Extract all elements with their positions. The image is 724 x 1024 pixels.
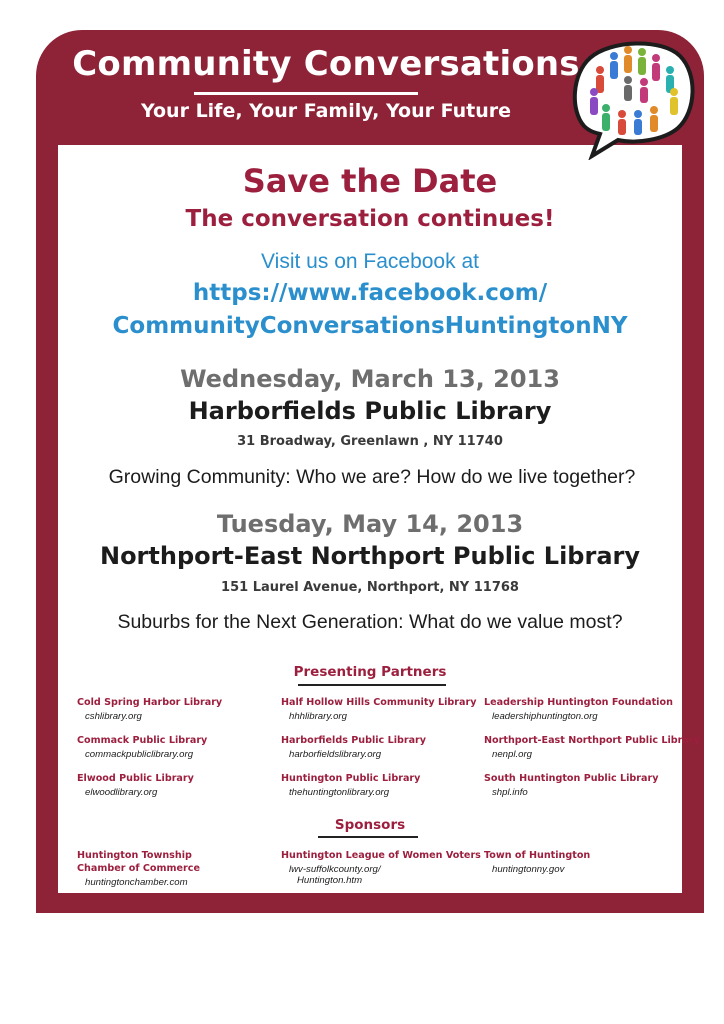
sponsor-name: Chamber of Commerce xyxy=(77,863,200,874)
sponsor-name: Huntington Township xyxy=(77,850,192,861)
event-2-date: Tuesday, May 14, 2013 xyxy=(216,510,524,538)
partner-url[interactable]: leadershiphuntington.org xyxy=(492,711,598,722)
partner-url[interactable]: harborfieldslibrary.org xyxy=(289,749,382,760)
partner-name: Half Hollow Hills Community Library xyxy=(281,697,477,708)
partners-heading-rule xyxy=(298,684,446,686)
partner-name: South Huntington Public Library xyxy=(484,773,659,784)
event-1-topic: Growing Community: Who we are? How do we live together? xyxy=(108,466,636,488)
partner-url[interactable]: thehuntingtonlibrary.org xyxy=(289,787,390,798)
sponsor-url[interactable]: Huntington.htm xyxy=(297,875,363,886)
people-speech-bubble-icon xyxy=(570,30,696,160)
event-2-address: 151 Laurel Avenue, Northport, NY 11768 xyxy=(221,580,519,595)
partner-url[interactable]: nenpl.org xyxy=(492,749,533,760)
partner-name: Cold Spring Harbor Library xyxy=(77,697,223,708)
event-1-venue: Harborfields Public Library xyxy=(188,397,552,425)
partner-url[interactable]: cshlibrary.org xyxy=(85,711,142,722)
save-the-date-heading: Save the Date xyxy=(242,162,498,200)
facebook-url-line-2[interactable]: CommunityConversationsHuntingtonNY xyxy=(112,313,628,339)
event-1-date: Wednesday, March 13, 2013 xyxy=(180,365,560,393)
header-divider xyxy=(194,92,418,95)
facebook-visit-text: Visit us on Facebook at xyxy=(261,250,479,273)
header-subtitle: Your Life, Your Family, Your Future xyxy=(140,100,512,122)
sponsors-heading-rule xyxy=(318,836,418,838)
presenting-partners-heading: Presenting Partners xyxy=(293,664,447,680)
partner-name: Leadership Huntington Foundation xyxy=(484,697,673,708)
partner-url[interactable]: commackpubliclibrary.org xyxy=(85,749,194,760)
event-2-venue: Northport-East Northport Public Library xyxy=(99,542,640,570)
partner-url[interactable]: hhhlibrary.org xyxy=(289,711,347,722)
event-2-topic: Suburbs for the Next Generation: What do we value most? xyxy=(117,611,623,633)
partner-name: Northport-East Northport Public Library xyxy=(484,735,700,746)
sponsor-url[interactable]: huntingtonny.gov xyxy=(492,864,565,875)
sponsor-name: Town of Huntington xyxy=(484,850,591,861)
partner-name: Elwood Public Library xyxy=(77,773,194,784)
partner-name: Huntington Public Library xyxy=(281,773,421,784)
event-1-address: 31 Broadway, Greenlawn , NY 11740 xyxy=(237,434,503,449)
sponsor-url[interactable]: lwv-suffolkcounty.org/ xyxy=(289,864,381,875)
partner-url[interactable]: elwoodlibrary.org xyxy=(85,787,158,798)
partner-name: Commack Public Library xyxy=(77,735,208,746)
sponsors-heading: Sponsors xyxy=(334,817,406,833)
header-title: Community Conversations xyxy=(72,44,580,84)
facebook-url-line-1[interactable]: https://www.facebook.com/ xyxy=(192,280,548,306)
sponsor-url[interactable]: huntingtonchamber.com xyxy=(85,877,188,888)
partner-url[interactable]: shpl.info xyxy=(492,787,528,798)
partner-name: Harborfields Public Library xyxy=(281,735,427,746)
sponsor-name: Huntington League of Women Voters xyxy=(281,850,481,861)
conversation-continues-subheading: The conversation continues! xyxy=(185,206,555,232)
